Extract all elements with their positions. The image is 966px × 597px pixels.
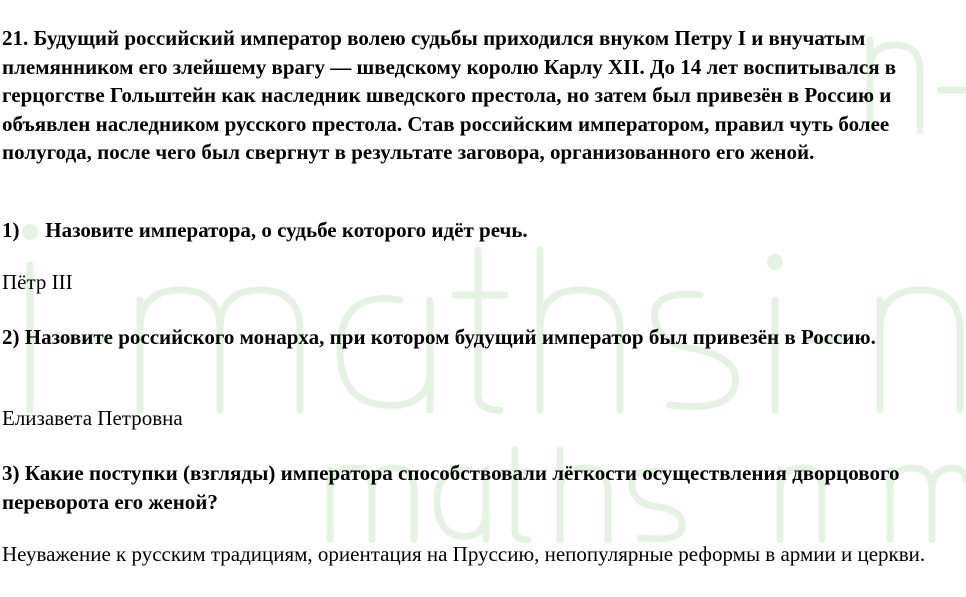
question-3 xyxy=(2,459,962,516)
question-2-number: 2) xyxy=(2,325,20,349)
question-2 xyxy=(2,323,962,352)
question-3-number: 3) xyxy=(2,461,20,485)
question-3-text: Какие поступки (взгляды) императора способствовали лёгкости осуществления дворцового переворота его женой? xyxy=(2,461,900,514)
question-2-text: Назовите российского монарха, при котором будущий император был привезён в Россию. xyxy=(24,325,876,349)
question-1-text: Назовите императора, о судьбе которого идёт речь. xyxy=(45,218,528,242)
answer-1: Пётр III xyxy=(2,270,73,294)
answer-2: Елизавета Петровна xyxy=(2,406,183,430)
answer-3: Неуважение к русским традициям, ориентация на Пруссию, непопулярные реформы в армии и церкви. xyxy=(2,542,926,566)
question-1 xyxy=(2,216,962,245)
question-1-number: 1) xyxy=(2,218,20,242)
question-intro: 21. Будущий российский император волею судьбы приходился внуком Петру I и внучатым племянником его злейшему врагу — шведскому королю Карлу XII. До 14 лет воспитывался в герцогстве Гольштейн как наследник шведского престола, но затем был привезён в Россию и объявлен наследником русского престола. Став российским императором, правил чуть более полугода, после чего был свергнут в результате заговора, организованного его женой. xyxy=(2,26,897,165)
